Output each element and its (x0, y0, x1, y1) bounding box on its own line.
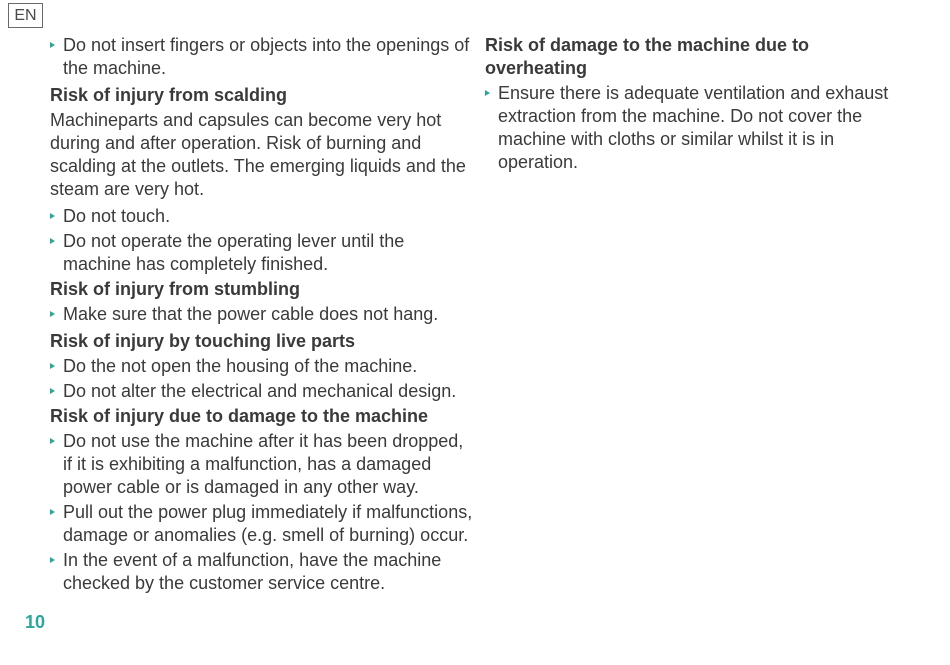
bullet-plug: Pull out the power plug immediately if malfunctions, damage or anomalies (e.g. smell of burning) occur. (50, 501, 475, 547)
page-number: 10 (25, 612, 46, 632)
bullet-dropped: Do not use the machine after it has been dropped, if it is exhibiting a malfunction, has a damaged power cable or is damaged in any other way. (50, 430, 475, 499)
paragraph-scalding: Machineparts and capsules can become very hot during and after operation. Risk of burning and scalding at the outlets. The emerging liquids and the steam are very hot. (50, 110, 466, 199)
left-column (50, 34, 475, 597)
bullet-design: Do not alter the electrical and mechanical design. (50, 380, 475, 403)
bullet-cable: Make sure that the power cable does not hang. (50, 303, 475, 326)
bullet-fingers: Do not insert fingers or objects into the openings of the machine. (50, 34, 475, 80)
bullet-touch: Do not touch. (50, 205, 475, 228)
language-tag: EN (8, 3, 43, 28)
heading-damage: Risk of injury due to damage to the machine (50, 406, 429, 426)
heading-overheating: Risk of damage to the machine due to overheating (485, 35, 810, 78)
heading-stumbling: Risk of injury from stumbling (50, 279, 301, 299)
heading-live-parts: Risk of injury by touching live parts (50, 331, 356, 351)
bullet-housing: Do the not open the housing of the machine. (50, 355, 475, 378)
bullet-lever: Do not operate the operating lever until the machine has completely finished. (50, 230, 475, 276)
bullet-service: In the event of a malfunction, have the machine checked by the customer service centre. (50, 549, 475, 595)
right-column (485, 34, 915, 176)
bullet-ventilation: Ensure there is adequate ventilation and exhaust extraction from the machine. Do not cover the machine with cloths or similar whilst it is in operation. (485, 82, 915, 174)
heading-scalding: Risk of injury from scalding (50, 85, 288, 105)
